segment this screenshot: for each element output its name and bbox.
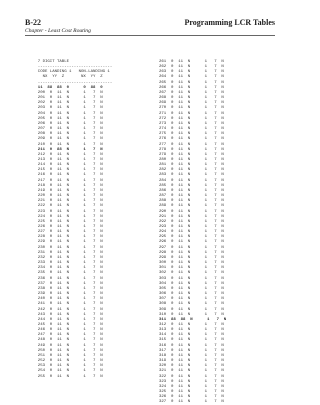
code-line: 219 0 11 N 1 7 N xyxy=(33,188,103,193)
code-line: 213 0 11 N 1 7 N xyxy=(33,157,103,162)
code-line: 275 0 11 N 1 7 N xyxy=(159,132,224,137)
code-line: 274 0 11 N 1 7 N xyxy=(159,127,224,132)
code-line: 292 0 11 N 1 7 N xyxy=(159,219,224,224)
code-line: 306 0 11 N 1 7 N xyxy=(159,292,224,297)
code-listing-left xyxy=(33,60,112,380)
code-line: 310 0 11 N 1 7 N xyxy=(159,312,224,317)
code-line: 240 0 11 N 1 7 N xyxy=(33,297,103,302)
code-line: 305 0 11 N 1 7 N xyxy=(159,286,224,291)
code-line: 216 0 11 N 1 7 N xyxy=(33,173,103,178)
code-line: 300 0 11 N 1 7 N xyxy=(159,261,224,266)
section-title: Programming LCR Tables xyxy=(184,18,275,27)
code-line: 11 88 88 0 0 88 0 xyxy=(33,85,103,90)
code-line: 220 0 11 N 1 7 N xyxy=(33,194,103,199)
code-line: 313 0 11 N 1 7 N xyxy=(159,328,224,333)
code-line: ------------------------------- xyxy=(33,80,113,85)
code-line: CODE LANDING 1 NON-LANDING 1 xyxy=(33,70,110,75)
code-line: 244 0 11 N 1 7 N xyxy=(33,317,103,322)
code-line: 234 0 11 N 1 7 N xyxy=(33,266,103,271)
code-line: 299 0 11 N 1 7 N xyxy=(159,255,224,260)
code-line: 285 0 11 N 1 7 N xyxy=(159,183,224,188)
code-line: 301 0 11 N 1 7 N xyxy=(159,266,224,271)
code-line: 221 0 11 N 1 7 N xyxy=(33,199,103,204)
code-line: 251 0 11 N 1 7 N xyxy=(33,353,103,358)
code-line: 267 0 11 N 1 7 N xyxy=(159,90,224,95)
code-line: 283 0 11 N 1 7 N xyxy=(159,173,224,178)
code-line: 217 0 11 N 1 7 N xyxy=(33,178,103,183)
code-line: 227 0 11 N 1 7 N xyxy=(33,230,103,235)
code-line: 307 0 11 N 1 7 N xyxy=(159,297,224,302)
code-line: 312 0 11 N 1 7 N xyxy=(159,322,224,327)
code-line: 241 0 11 N 1 7 N xyxy=(33,302,103,307)
code-line: 215 0 11 N 1 7 N xyxy=(33,168,103,173)
code-line: 200 0 11 N 1 7 N xyxy=(33,90,103,95)
code-line: 243 0 11 N 1 7 N xyxy=(33,312,103,317)
code-line: 280 0 11 N 1 7 N xyxy=(159,157,224,162)
code-line: 321 0 11 N 1 7 N xyxy=(159,369,224,374)
code-line: 304 0 11 N 1 7 N xyxy=(159,281,224,286)
code-line: 322 0 11 N 1 7 N xyxy=(159,374,224,379)
code-line: 242 0 11 N 1 7 N xyxy=(33,307,103,312)
code-line: 238 0 11 N 1 7 N xyxy=(33,286,103,291)
code-line: 326 0 11 N 1 7 N xyxy=(159,395,224,400)
code-line: 318 0 11 N 1 7 N xyxy=(159,353,224,358)
code-line: 271 0 11 N 1 7 N xyxy=(159,111,224,116)
code-line: 237 0 11 N 1 7 N xyxy=(33,281,103,286)
code-line: 281 0 11 N 1 7 N xyxy=(159,163,224,168)
code-line: 228 0 11 N 1 7 N xyxy=(33,235,103,240)
code-line: 298 0 11 N 1 7 N xyxy=(159,250,224,255)
code-line: 231 0 11 N 1 7 N xyxy=(33,250,103,255)
code-line: 207 0 11 N 1 7 N xyxy=(33,127,103,132)
code-line: 222 0 11 N 1 7 N xyxy=(33,204,103,209)
code-line: 209 0 11 N 1 7 N xyxy=(33,137,103,142)
code-line: 315 0 11 N 1 7 N xyxy=(159,338,224,343)
code-line: 278 0 11 N 1 7 N xyxy=(159,147,224,152)
code-line: 297 0 11 N 1 7 N xyxy=(159,245,224,250)
code-line: 225 0 11 N 1 7 N xyxy=(33,219,103,224)
code-line: 211 0 88 N 1 7 N xyxy=(33,147,103,152)
code-line: 317 0 11 N 1 7 N xyxy=(159,348,224,353)
code-line: 236 0 11 N 1 7 N xyxy=(33,276,103,281)
code-line: 327 0 11 N 1 7 N xyxy=(159,400,224,405)
code-line: 287 0 11 N 1 7 N xyxy=(159,194,224,199)
code-line: 293 0 11 N 1 7 N xyxy=(159,225,224,229)
header-rule xyxy=(25,35,275,36)
code-line: 250 0 11 N 1 7 N xyxy=(33,348,103,353)
code-line: 254 0 11 N 1 7 N xyxy=(33,369,103,374)
code-line: 202 0 11 N 1 7 N xyxy=(33,101,103,106)
code-line: 295 0 11 N 1 7 N xyxy=(159,235,224,240)
code-line: 303 0 11 N 1 7 N xyxy=(159,276,224,281)
code-line: 208 0 11 N 1 7 N xyxy=(33,132,103,137)
code-line: 206 0 11 N 1 7 N xyxy=(33,121,103,126)
code-line: 7 DIGIT TABLE xyxy=(33,60,70,64)
code-line: 218 0 11 N 1 7 N xyxy=(33,183,103,188)
code-line: 230 0 11 N 1 7 N xyxy=(33,245,103,250)
code-line: 235 0 11 N 1 7 N xyxy=(33,271,103,276)
code-line: 224 0 11 N 1 7 N xyxy=(33,214,103,219)
code-line: 263 0 11 N 1 7 N xyxy=(159,70,224,75)
code-line: 277 0 11 N 1 7 N xyxy=(159,142,224,147)
code-line: 311 88 88 N 1 7 N xyxy=(159,317,227,322)
code-line: 204 0 11 N 1 7 N xyxy=(33,111,103,116)
code-line: 261 0 11 N 1 7 N xyxy=(159,60,224,64)
code-line: 270 0 11 N 1 7 N xyxy=(159,106,224,111)
code-line: 290 0 11 N 1 7 N xyxy=(159,209,224,214)
code-line: ------------------------------- xyxy=(33,65,113,70)
code-line: 323 0 11 N 1 7 N xyxy=(159,379,224,384)
page-number: B-22 xyxy=(25,18,41,27)
code-line: 226 0 11 N 1 7 N xyxy=(33,225,103,229)
code-listing-right xyxy=(159,60,226,405)
code-line: 268 0 11 N 1 7 N xyxy=(159,96,224,101)
code-line: 239 0 11 N 1 7 N xyxy=(33,292,103,297)
code-line: 324 0 11 N 1 7 N xyxy=(159,384,224,389)
code-line: 249 0 11 N 1 7 N xyxy=(33,343,103,348)
code-line: 255 0 11 N 1 7 N xyxy=(33,374,103,379)
code-line: 316 0 11 N 1 7 N xyxy=(159,343,224,348)
code-line: 296 0 11 N 1 7 N xyxy=(159,240,224,245)
code-line: 282 0 11 N 1 7 N xyxy=(159,168,224,173)
code-line: 210 0 11 N 1 7 N xyxy=(33,142,103,147)
code-line: 205 0 11 N 1 7 N xyxy=(33,116,103,121)
code-line: 247 0 11 N 1 7 N xyxy=(33,333,103,338)
code-line: 253 0 11 N 1 7 N xyxy=(33,364,103,369)
code-line: 262 0 11 N 1 7 N xyxy=(159,65,224,70)
code-line: 320 0 11 N 1 7 N xyxy=(159,364,224,369)
code-line: 319 0 11 N 1 7 N xyxy=(159,359,224,364)
code-line: 273 0 11 N 1 7 N xyxy=(159,121,224,126)
chapter-subtitle: Chapter - Least Cost Routing xyxy=(25,28,91,34)
code-line: 286 0 11 N 1 7 N xyxy=(159,188,224,193)
code-line: 284 0 11 N 1 7 N xyxy=(159,178,224,183)
code-line: 276 0 11 N 1 7 N xyxy=(159,137,224,142)
code-line: 248 0 11 N 1 7 N xyxy=(33,338,103,343)
code-line: 314 0 11 N 1 7 N xyxy=(159,333,224,338)
code-line: 272 0 11 N 1 7 N xyxy=(159,116,224,121)
code-line: 233 0 11 N 1 7 N xyxy=(33,261,103,266)
code-line: 325 0 11 N 1 7 N xyxy=(159,390,224,394)
code-line: 302 0 11 N 1 7 N xyxy=(159,271,224,276)
code-line: 232 0 11 N 1 7 N xyxy=(33,255,103,260)
code-line: 201 0 11 N 1 7 N xyxy=(33,96,103,101)
code-line: 265 0 11 N 1 7 N xyxy=(159,80,224,85)
code-line: 252 0 11 N 1 7 N xyxy=(33,359,103,364)
code-line: 266 0 11 N 1 7 N xyxy=(159,85,224,90)
code-line: 264 0 11 N 1 7 N xyxy=(159,75,224,80)
code-line: 309 0 11 N 1 7 N xyxy=(159,307,224,312)
code-line: 288 0 11 N 1 7 N xyxy=(159,199,224,204)
code-line: 279 0 11 N 1 7 N xyxy=(159,152,224,157)
code-line: 294 0 11 N 1 7 N xyxy=(159,230,224,235)
code-line: 291 0 11 N 1 7 N xyxy=(159,214,224,219)
code-line: 223 0 11 N 1 7 N xyxy=(33,209,103,214)
code-line: 245 0 11 N 1 7 N xyxy=(33,322,103,327)
code-line: 289 0 11 N 1 7 N xyxy=(159,204,224,209)
code-line: 308 0 11 N 1 7 N xyxy=(159,302,224,307)
code-line: NX YY Z NX YY Z xyxy=(33,75,103,80)
code-line: 246 0 11 N 1 7 N xyxy=(33,328,103,333)
code-line: 229 0 11 N 1 7 N xyxy=(33,240,103,245)
code-line: 212 0 11 N 1 7 N xyxy=(33,152,103,157)
code-line: 203 0 11 N 1 7 N xyxy=(33,106,103,111)
code-line: 214 0 11 N 1 7 N xyxy=(33,163,103,168)
code-line: 269 0 11 N 1 7 N xyxy=(159,101,224,106)
